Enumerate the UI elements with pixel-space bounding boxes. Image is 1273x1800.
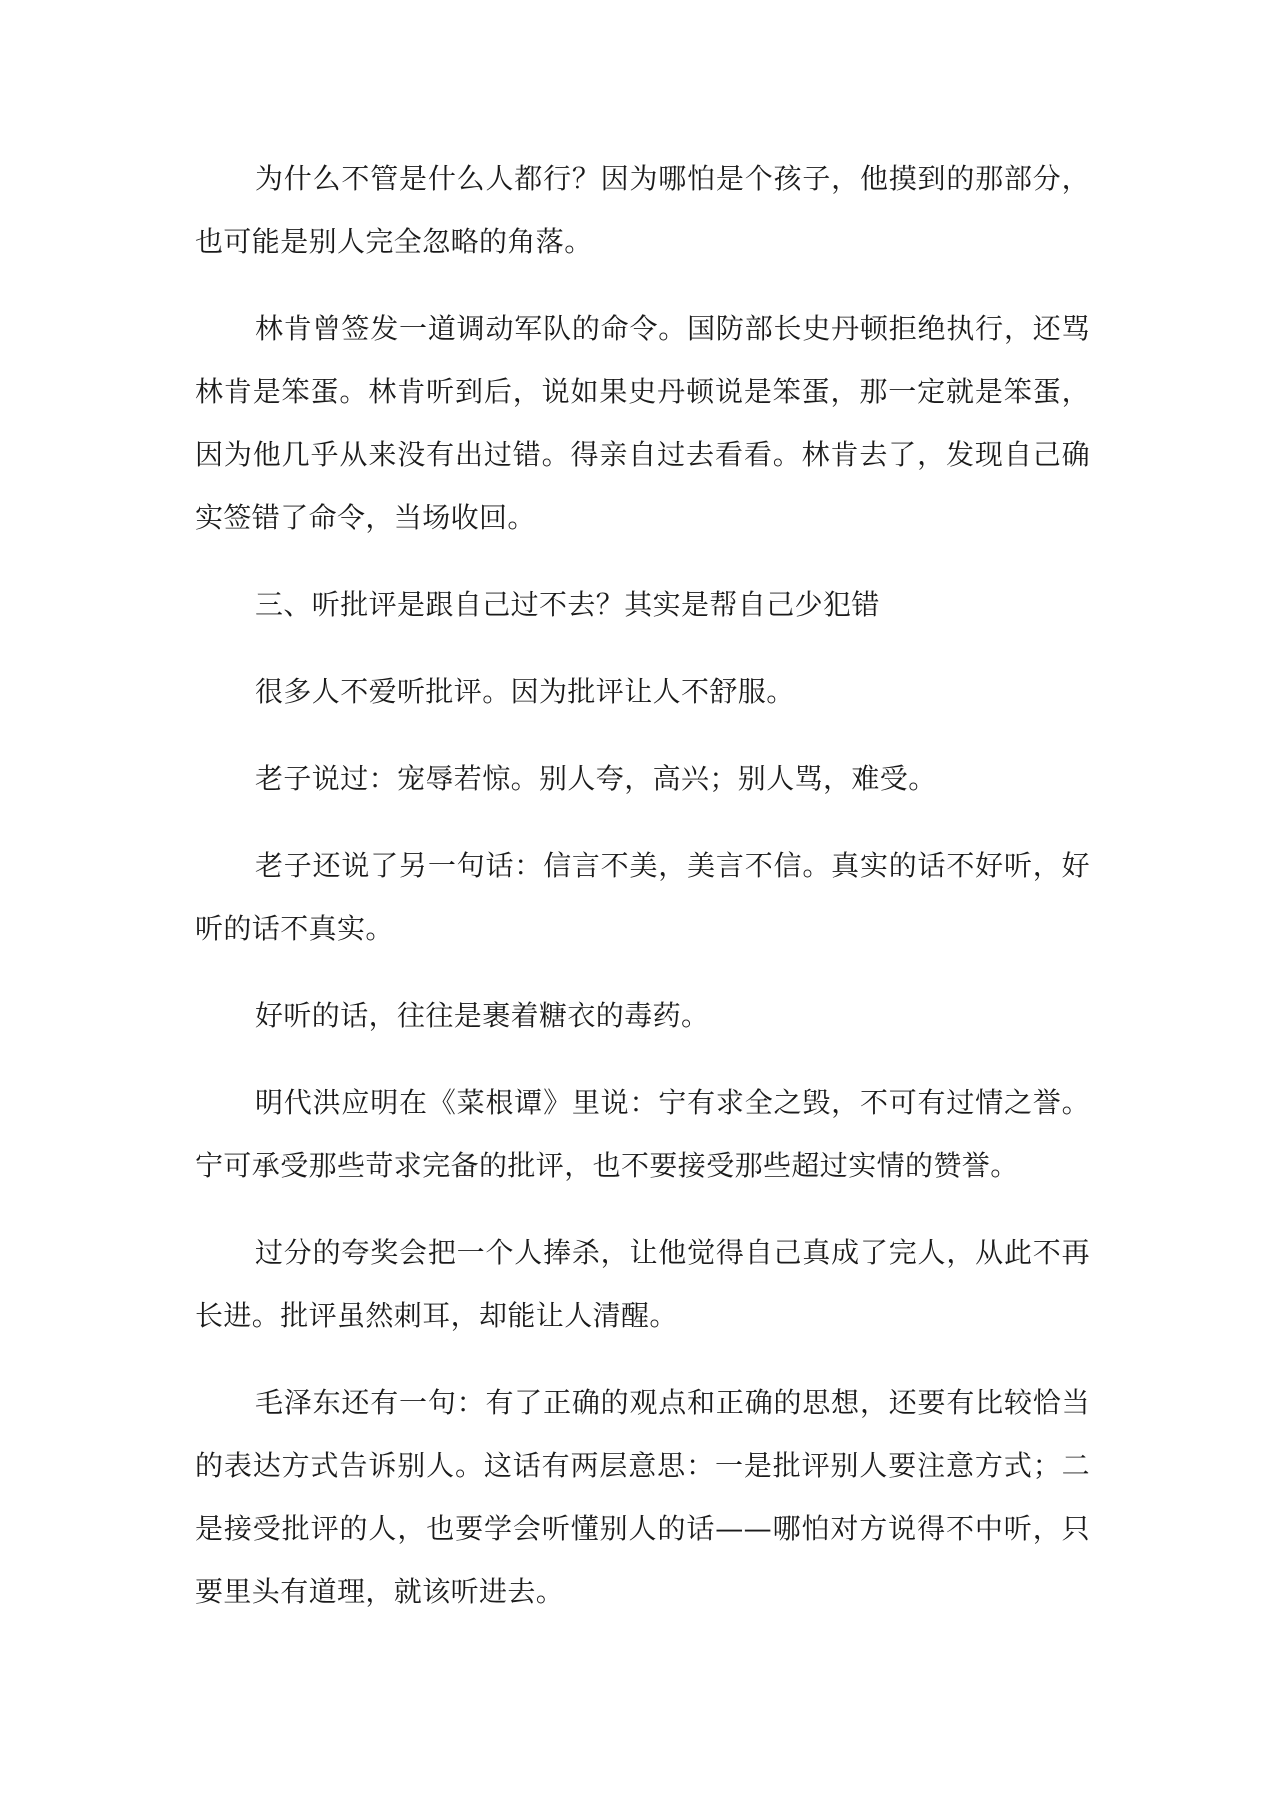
- paragraph-excessive-praise: 过分的夸奖会把一个人捧杀，让他觉得自己真成了完人，从此不再长进。批评虽然刺耳，却能让人清醒。: [195, 1236, 1090, 1332]
- paragraph-mao-expression: 毛泽东还有一句：有了正确的观点和正确的思想，还要有比较恰当的表达方式告诉别人。这话有两层意思：一是批评别人要注意方式；二是接受批评的人，也要学会听懂别人的话——哪怕对方说得不中听，只要里头有道理，就该听进去。: [195, 1386, 1090, 1608]
- paragraph-caigentan-quote: 明代洪应明在《菜根谭》里说：宁有求全之毁，不可有过情之誉。宁可承受那些苛求完备的批评，也不要接受那些超过实情的赞誉。: [195, 1086, 1090, 1182]
- paragraph-blind-men-elephant: 为什么不管是什么人都行？因为哪怕是个孩子，他摸到的那部分，也可能是别人完全忽略的角落。: [195, 162, 1090, 258]
- article-body: [195, 147, 1090, 1647]
- paragraph-laozi-honor-disgrace: 老子说过：宠辱若惊。别人夸，高兴；别人骂，难受。: [255, 762, 937, 795]
- section-heading-criticism: 三、听批评是跟自己过不去？其实是帮自己少犯错: [255, 588, 880, 621]
- paragraph-dislike-criticism: 很多人不爱听批评。因为批评让人不舒服。: [255, 675, 795, 708]
- paragraph-lincoln-stanton: 林肯曾签发一道调动军队的命令。国防部长史丹顿拒绝执行，还骂林肯是笨蛋。林肯听到后，说如果史丹顿说是笨蛋，那一定就是笨蛋，因为他几乎从来没有出过错。得亲自过去看看。林肯去了，发现自己确实签错了命令，当场收回。: [195, 312, 1090, 534]
- paragraph-laozi-sincere-words: 老子还说了另一句话：信言不美，美言不信。真实的话不好听，好听的话不真实。: [195, 849, 1090, 945]
- paragraph-sugar-coated-poison: 好听的话，往往是裹着糖衣的毒药。: [255, 999, 710, 1032]
